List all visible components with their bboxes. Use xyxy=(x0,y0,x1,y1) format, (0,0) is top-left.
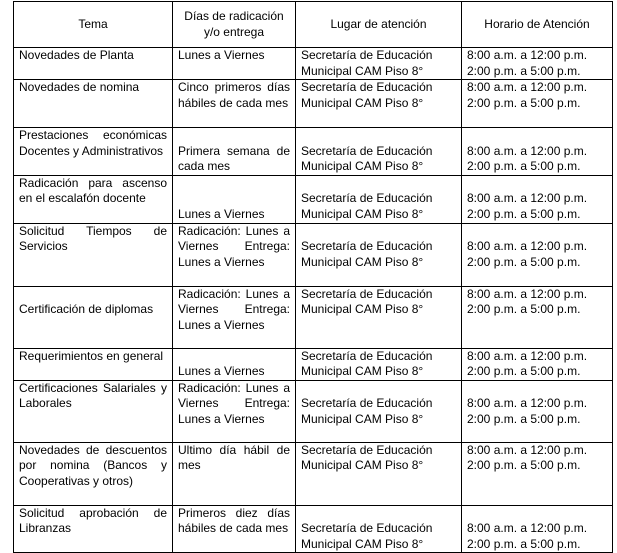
table-row xyxy=(14,80,613,128)
lugar-line: Municipal CAM Piso 8° xyxy=(301,302,424,316)
cell-tema: Requerimientos en general xyxy=(14,348,173,380)
cell-horario xyxy=(462,348,613,380)
header-row xyxy=(14,2,613,48)
dias-text: Lunes a Viernes xyxy=(178,364,265,378)
lugar-line: Municipal CAM Piso 8° xyxy=(301,536,424,551)
table-row xyxy=(14,223,613,286)
lugar-line: Secretaría de Educación xyxy=(301,143,433,158)
lugar-line: Secretaría de Educación xyxy=(301,191,433,205)
cell-tema: Radicación para ascenso en el escalafón docente xyxy=(14,175,173,223)
cell-dias xyxy=(173,128,296,176)
horario-line: 2:00 p.m. a 5:00 p.m. xyxy=(467,458,581,472)
cell-dias: Radicación: Lunes a Viernes Entrega: Lunes a Viernes xyxy=(173,223,296,286)
cell-tema: Novedades de descuentos por nomina (Bancos y Cooperativas y otros) xyxy=(14,442,173,505)
cell-dias xyxy=(173,175,296,223)
table-row xyxy=(14,348,613,380)
lugar-line: Secretaría de Educación xyxy=(301,521,433,535)
lugar-line: Municipal CAM Piso 8° xyxy=(301,159,424,173)
cell-tema: Solicitud Tiempos de Servicios xyxy=(14,223,173,286)
cell-horario xyxy=(462,80,613,128)
cell-lugar xyxy=(296,286,462,348)
horario-line: 2:00 p.m. a 5:00 p.m. xyxy=(467,302,581,316)
horario-line: 8:00 a.m. a 12:00 p.m. xyxy=(467,286,588,301)
lugar-line: Secretaría de Educación xyxy=(301,396,433,410)
table-row xyxy=(14,505,613,553)
horario-line: 8:00 a.m. a 12:00 p.m. xyxy=(467,521,588,535)
horario-line: 2:00 p.m. a 5:00 p.m. xyxy=(467,411,581,426)
table-row xyxy=(14,128,613,176)
table-row xyxy=(14,175,613,223)
horario-line: 8:00 a.m. a 12:00 p.m. xyxy=(467,191,588,205)
table-row xyxy=(14,380,613,442)
table-row xyxy=(14,286,613,348)
horario-line: 2:00 p.m. a 5:00 p.m. xyxy=(467,254,581,269)
cell-horario xyxy=(462,175,613,223)
cell-dias: Cinco primeros días hábiles de cada mes xyxy=(173,80,296,128)
lugar-line: Secretaría de Educación xyxy=(301,48,433,62)
cell-lugar xyxy=(296,505,462,553)
horario-line: 2:00 p.m. a 5:00 p.m. xyxy=(467,364,581,378)
cell-lugar xyxy=(296,442,462,505)
dias-text: Primera semana de cada mes xyxy=(178,143,290,173)
cell-horario xyxy=(462,48,613,80)
horario-line: 2:00 p.m. a 5:00 p.m. xyxy=(467,206,581,221)
horario-line: 8:00 a.m. a 12:00 p.m. xyxy=(467,442,588,457)
horario-line: 8:00 a.m. a 12:00 p.m. xyxy=(467,348,588,363)
horario-line: 2:00 p.m. a 5:00 p.m. xyxy=(467,63,581,78)
horario-line: 8:00 a.m. a 12:00 p.m. xyxy=(467,80,588,94)
lugar-line: Municipal CAM Piso 8° xyxy=(301,206,424,221)
cell-dias: Lunes a Viernes xyxy=(173,48,296,80)
cell-dias xyxy=(173,348,296,380)
horario-line: 8:00 a.m. a 12:00 p.m. xyxy=(467,396,588,410)
horario-line: 8:00 a.m. a 12:00 p.m. xyxy=(467,48,588,62)
cell-lugar xyxy=(296,175,462,223)
cell-dias: Radicación: Lunes a Viernes Entrega: Lunes a Viernes xyxy=(173,380,296,442)
table-row xyxy=(14,48,613,80)
schedule-table xyxy=(13,1,613,553)
cell-horario xyxy=(462,505,613,553)
cell-lugar xyxy=(296,223,462,286)
lugar-line: Municipal CAM Piso 8° xyxy=(301,411,424,426)
header-dias: Días de radicación y/o entrega xyxy=(173,2,296,48)
lugar-line: Secretaría de Educación xyxy=(301,286,433,301)
lugar-line: Secretaría de Educación xyxy=(301,80,433,94)
lugar-line: Secretaría de Educación xyxy=(301,348,433,363)
tema-text: Certificación de diplomas xyxy=(19,302,154,316)
lugar-line: Municipal CAM Piso 8° xyxy=(301,254,424,269)
cell-tema: Prestaciones económicas Docentes y Administrativos xyxy=(14,128,173,176)
horario-line: 8:00 a.m. a 12:00 p.m. xyxy=(467,143,588,158)
cell-lugar xyxy=(296,128,462,176)
cell-lugar xyxy=(296,80,462,128)
cell-horario xyxy=(462,223,613,286)
lugar-line: Municipal CAM Piso 8° xyxy=(301,63,424,78)
horario-line: 2:00 p.m. a 5:00 p.m. xyxy=(467,536,581,551)
lugar-line: Secretaría de Educación xyxy=(301,239,433,253)
cell-horario xyxy=(462,286,613,348)
horario-line: 2:00 p.m. a 5:00 p.m. xyxy=(467,159,581,173)
header-tema: Tema xyxy=(14,2,173,48)
lugar-line: Secretaría de Educación xyxy=(301,442,433,457)
cell-lugar xyxy=(296,348,462,380)
cell-dias: Primeros diez días hábiles de cada mes xyxy=(173,505,296,553)
header-horario: Horario de Atención xyxy=(462,2,613,48)
lugar-line: Municipal CAM Piso 8° xyxy=(301,364,424,378)
lugar-line: Municipal CAM Piso 8° xyxy=(301,458,424,472)
cell-tema xyxy=(14,286,173,348)
cell-lugar xyxy=(296,48,462,80)
cell-lugar xyxy=(296,380,462,442)
cell-tema: Solicitud aprobación de Libranzas xyxy=(14,505,173,553)
cell-tema: Certificaciones Salariales y Laborales xyxy=(14,380,173,442)
cell-dias: Radicación: Lunes a Viernes Entrega: Lunes a Viernes xyxy=(173,286,296,348)
cell-dias: Ultimo día hábil de mes xyxy=(173,442,296,505)
lugar-line: Municipal CAM Piso 8° xyxy=(301,95,424,110)
cell-horario xyxy=(462,380,613,442)
cell-horario xyxy=(462,128,613,176)
cell-tema: Novedades de Planta xyxy=(14,48,173,80)
horario-line: 8:00 a.m. a 12:00 p.m. xyxy=(467,239,588,253)
header-lugar: Lugar de atención xyxy=(296,2,462,48)
horario-line: 2:00 p.m. a 5:00 p.m. xyxy=(467,95,581,110)
table-row xyxy=(14,442,613,505)
cell-horario xyxy=(462,442,613,505)
cell-tema: Novedades de nomina xyxy=(14,80,173,128)
dias-text: Lunes a Viernes xyxy=(178,206,265,221)
